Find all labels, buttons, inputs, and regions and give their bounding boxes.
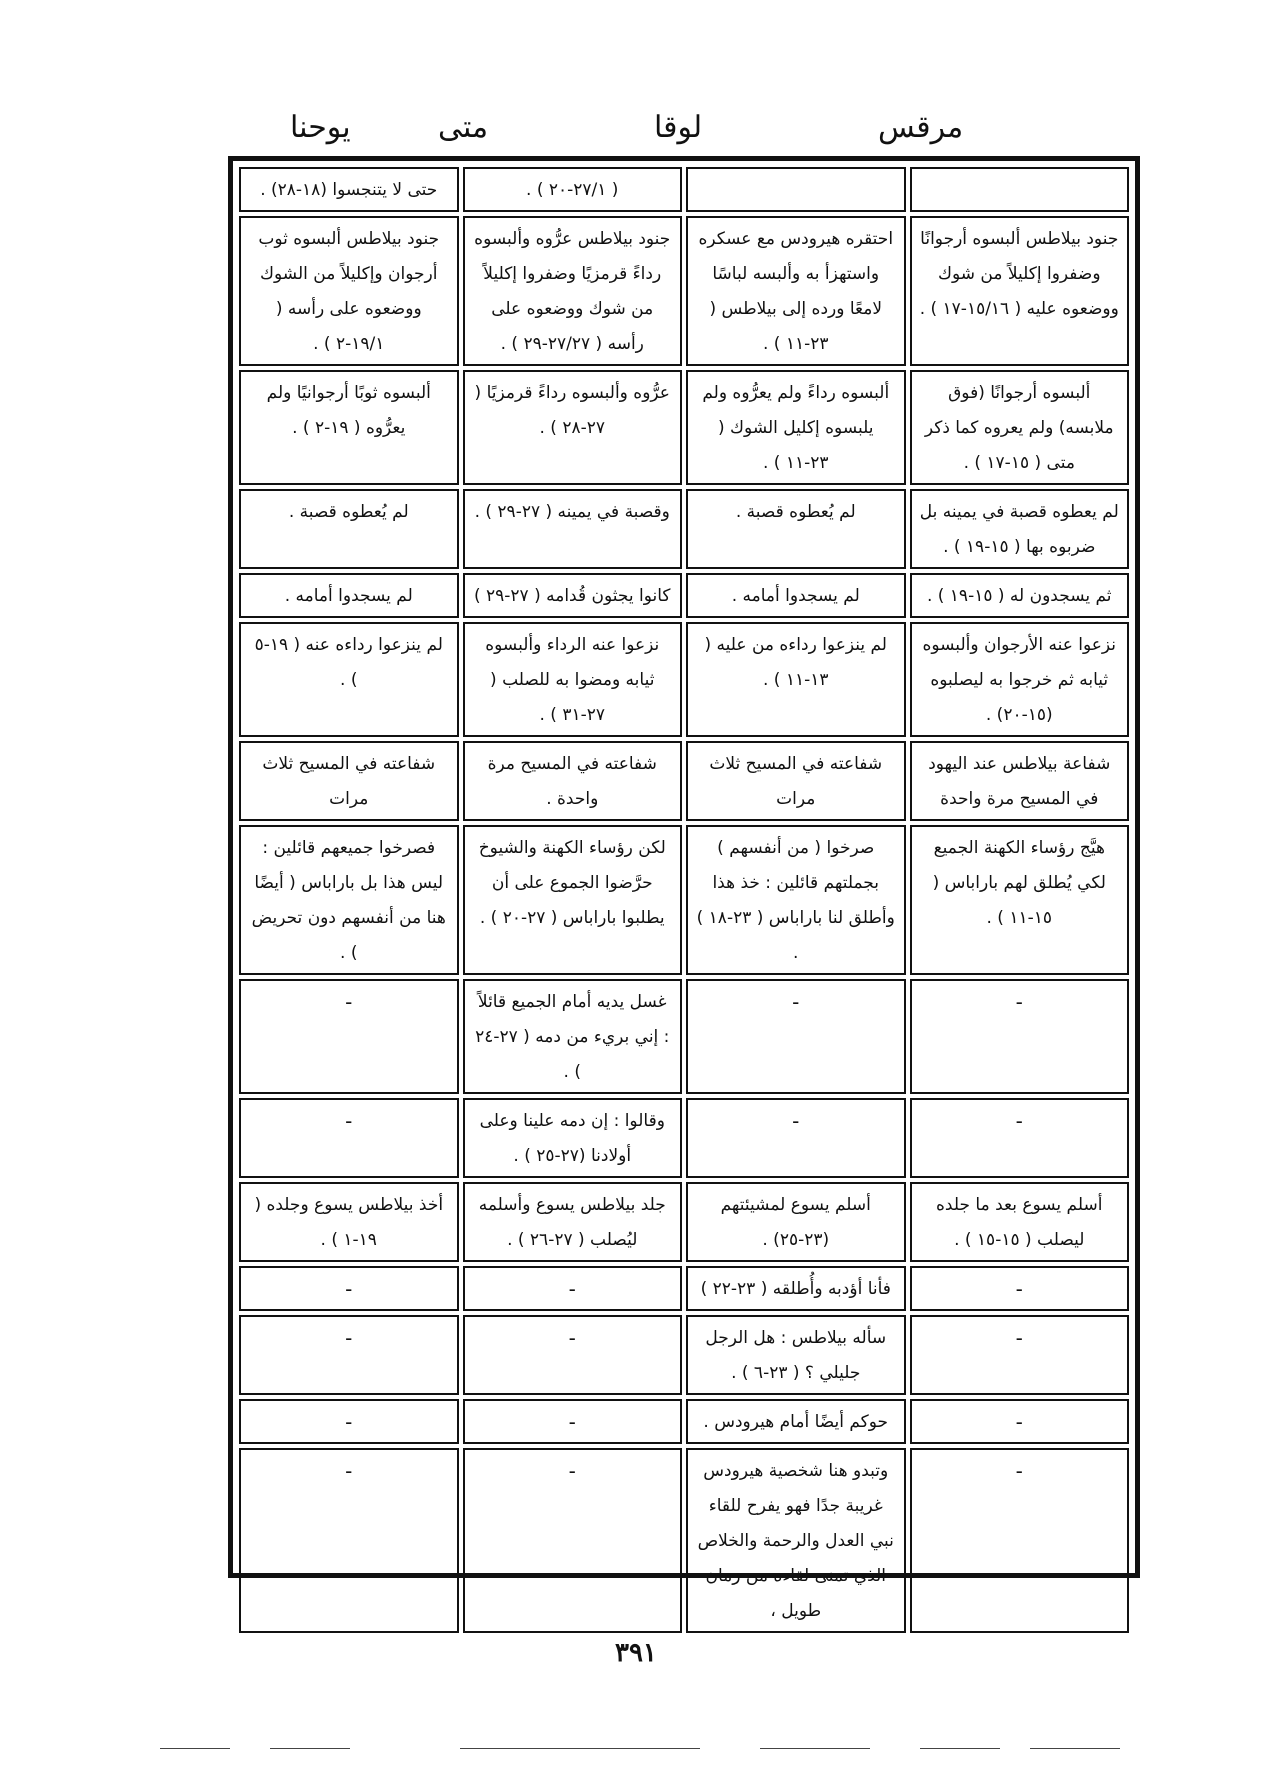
table-cell: عرُّوه وألبسوه رداءً قرمزيًا ( ٢٧-٢٨ ) . [463, 370, 683, 485]
table-cell: غسل يديه أمام الجميع قائلاً : إني بريء من دمه ( ٢٧-٢٤ ) . [463, 979, 683, 1094]
table-cell: هيَّج رؤساء الكهنة الجميع لكي يُطلق لهم باراباس ( ١٥-١١ ) . [910, 825, 1130, 975]
table-row [239, 825, 1129, 975]
page-number: ٣٩١ [615, 1638, 657, 1668]
table-cell: شفاعته في المسيح مرة واحدة . [463, 741, 683, 821]
table-cell: - [910, 1399, 1130, 1444]
table-row [239, 489, 1129, 569]
table-cell: - [686, 979, 906, 1094]
table-cell: صرخوا ( من أنفسهم ) بجملتهم قائلين : خذ هذا وأطلق لنا باراباس ( ٢٣-١٨ ) . [686, 825, 906, 975]
header-matthew: متى [438, 110, 489, 145]
table-row [239, 1448, 1129, 1633]
table-cell: جلد بيلاطس يسوع وأسلمه ليُصلب ( ٢٧-٢٦ ) . [463, 1182, 683, 1262]
table-cell: جنود بيلاطس ألبسوه أرجوانًا وضفروا إكليلاً من شوك ووضعوه عليه ( ١٥/١٦-١٧ ) . [910, 216, 1130, 366]
footer-rule [920, 1748, 1000, 1749]
comparison-grid [235, 163, 1133, 1637]
table-row [239, 370, 1129, 485]
footer-rule [270, 1748, 350, 1749]
table-cell: جنود بيلاطس عرُّوه وألبسوه رداءً قرمزيًا وضفروا إكليلاً من شوك ووضعوه على رأسه ( ٢٧/٢٧-٢٩ ) . [463, 216, 683, 366]
table-cell: ألبسوه أرجوانًا (فوق ملابسه) ولم يعروه كما ذكر متى ( ١٥-١٧ ) . [910, 370, 1130, 485]
table-cell: لم يسجدوا أمامه . [686, 573, 906, 618]
table-cell: لم يعطوه قصبة في يمينه بل ضربوه بها ( ١٥-١٩ ) . [910, 489, 1130, 569]
table-cell: - [463, 1266, 683, 1311]
table-cell: - [463, 1315, 683, 1395]
table-body [239, 167, 1129, 1633]
table-row [239, 1399, 1129, 1444]
table-cell: لم ينزعوا رداءه عنه ( ١٩-٥ ) . [239, 622, 459, 737]
footer-rule [160, 1748, 230, 1749]
table-cell: - [239, 979, 459, 1094]
table-cell: حوكم أيضًا أمام هيرودس . [686, 1399, 906, 1444]
table-cell: شفاعة بيلاطس عند اليهود في المسيح مرة واحدة [910, 741, 1130, 821]
table-cell: - [910, 1266, 1130, 1311]
table-cell: أخذ بيلاطس يسوع وجلده ( ١٩-١ ) . [239, 1182, 459, 1262]
footer-rule [760, 1748, 870, 1749]
table-row [239, 1182, 1129, 1262]
table-row [239, 741, 1129, 821]
table-cell: - [239, 1266, 459, 1311]
header-john: يوحنا [290, 110, 351, 145]
table-cell: لم يسجدوا أمامه . [239, 573, 459, 618]
table-cell: لم ينزعوا رداءه من عليه ( ١٣-١١ ) . [686, 622, 906, 737]
table-cell: شفاعته في المسيح ثلاث مرات [239, 741, 459, 821]
table-cell [686, 167, 906, 212]
table-row [239, 1098, 1129, 1178]
footer-rule [1030, 1748, 1120, 1749]
table-row [239, 1315, 1129, 1395]
table-row [239, 573, 1129, 618]
table-cell: ( ٢٧/١-٢٠ ) . [463, 167, 683, 212]
table-cell: - [239, 1098, 459, 1178]
table-cell: لكن رؤساء الكهنة والشيوخ حرَّضوا الجموع على أن يطلبوا باراباس ( ٢٧-٢٠ ) . [463, 825, 683, 975]
table-row [239, 167, 1129, 212]
footer-rule [460, 1748, 700, 1749]
table-cell: - [910, 1315, 1130, 1395]
table-cell: فأنا أؤدبه وأُطلقه ( ٢٣-٢٢ ) [686, 1266, 906, 1311]
table-row [239, 216, 1129, 366]
table-cell: شفاعته في المسيح ثلاث مرات [686, 741, 906, 821]
table-cell: احتقره هيرودس مع عسكره واستهزأ به وألبسه لباسًا لامعًا ورده إلى بيلاطس ( ٢٣-١١ ) . [686, 216, 906, 366]
table-cell: - [239, 1448, 459, 1633]
table-row [239, 979, 1129, 1094]
table-cell: فصرخوا جميعهم قائلين : ليس هذا بل باراباس ( أيضًا هنا من أنفسهم دون تحريض ) . [239, 825, 459, 975]
table-cell: حتى لا يتنجسوا (١٨-٢٨) . [239, 167, 459, 212]
table-cell: وتبدو هنا شخصية هيرودس غريبة جدًا فهو يفرح للقاء نبي العدل والرحمة والخلاص الذي تمنى لقاءه من زمان طويل ، [686, 1448, 906, 1633]
table-cell: - [463, 1448, 683, 1633]
gospel-comparison-table [228, 156, 1140, 1621]
table-cell: كانوا يجثون قُدامه ( ٢٧-٢٩ ) [463, 573, 683, 618]
table-cell: سأله بيلاطس : هل الرجل جليلي ؟ ( ٢٣-٦ ) . [686, 1315, 906, 1395]
table-cell [910, 167, 1130, 212]
table-row [239, 1266, 1129, 1311]
table-cell: ألبسوه رداءً ولم يعرُّوه ولم يلبسوه إكليل الشوك ( ٢٣-١١ ) . [686, 370, 906, 485]
table-cell: لم يُعطوه قصبة . [686, 489, 906, 569]
header-mark: مرقس [878, 110, 964, 145]
table-row [239, 622, 1129, 737]
table-cell: لم يُعطوه قصبة . [239, 489, 459, 569]
table-cell: أسلم يسوع بعد ما جلده ليصلب ( ١٥-١٥ ) . [910, 1182, 1130, 1262]
table-cell: ألبسوه ثوبًا أرجوانيًا ولم يعرُّوه ( ١٩-٢ ) . [239, 370, 459, 485]
table-cell: جنود بيلاطس ألبسوه ثوب أرجوان وإكليلاً من الشوك ووضعوه على رأسه ( ١٩/١-٢ ) . [239, 216, 459, 366]
table-cell: - [463, 1399, 683, 1444]
table-cell: نزعوا عنه الرداء وألبسوه ثيابه ومضوا به للصلب ( ٢٧-٣١ ) . [463, 622, 683, 737]
table-cell: نزعوا عنه الأرجوان وألبسوه ثيابه ثم خرجوا به ليصلبوه (١٥-٢٠) . [910, 622, 1130, 737]
table-cell: - [910, 1098, 1130, 1178]
table-cell: - [910, 979, 1130, 1094]
table-cell: وقالوا : إن دمه علينا وعلى أولادنا (٢٧-٢٥ ) . [463, 1098, 683, 1178]
table-cell: ثم يسجدون له ( ١٥-١٩ ) . [910, 573, 1130, 618]
header-luke: لوقا [654, 110, 703, 145]
table-cell: - [239, 1399, 459, 1444]
table-cell: - [910, 1448, 1130, 1633]
table-cell: وقصبة في يمينه ( ٢٧-٢٩ ) . [463, 489, 683, 569]
table-cell: أسلم يسوع لمشيئتهم (٢٣-٢٥) . [686, 1182, 906, 1262]
table-cell: - [239, 1315, 459, 1395]
table-cell: - [686, 1098, 906, 1178]
